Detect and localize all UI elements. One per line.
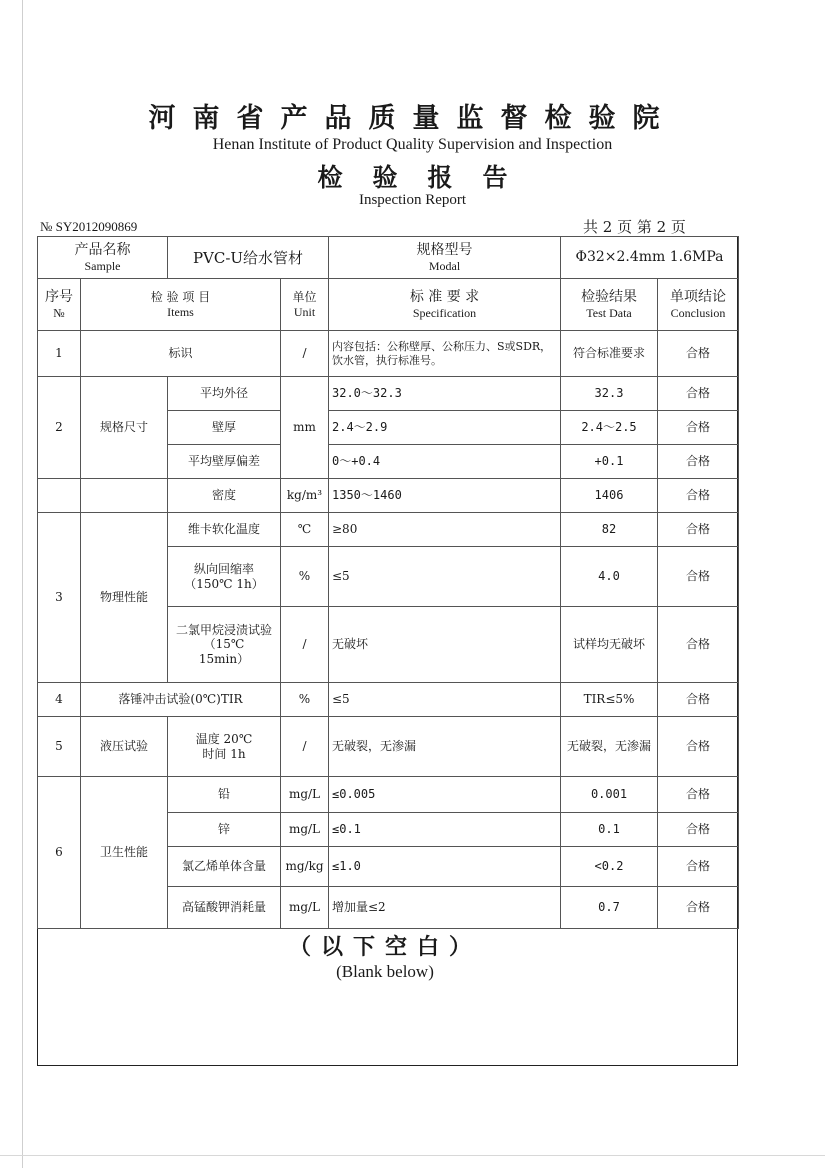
row-item: 维卡软化温度 — [168, 513, 281, 547]
col-items-cn: 检 验 项 目 — [150, 290, 211, 305]
model-label-cn: 规格型号 — [416, 241, 473, 258]
row-item-cell — [168, 547, 281, 607]
col-unit-header — [281, 279, 329, 331]
row-unit: mg/L — [281, 887, 329, 929]
col-unit-en: Unit — [293, 304, 316, 319]
col-spec-cn: 标 准 要 求 — [409, 288, 480, 305]
row-conclusion: 合格 — [658, 331, 739, 377]
row-spec: 增加量≤2 — [329, 887, 561, 929]
model-label-en: Modal — [428, 258, 461, 273]
col-result-cn: 检验结果 — [581, 288, 637, 305]
row-unit: mg/L — [281, 777, 329, 813]
row-group: 物理性能 — [81, 513, 168, 683]
row-group-empty — [81, 479, 168, 513]
row-no: 2 — [38, 377, 81, 479]
row-item: 壁厚 — [168, 411, 281, 445]
row-item-line: （15℃ — [203, 637, 245, 652]
row-conclusion: 合格 — [658, 479, 739, 513]
table-row — [38, 777, 739, 813]
col-items-header — [81, 279, 281, 331]
report-title-cn: 检验报告 — [317, 163, 538, 192]
blank-below-cn: （以下空白） — [288, 934, 481, 960]
col-spec-header — [329, 279, 561, 331]
row-group: 规格尺寸 — [81, 377, 168, 479]
table-row — [38, 479, 739, 513]
row-item-line: 二氯甲烷浸渍试验 — [175, 622, 272, 637]
row-item: 标识 — [81, 331, 281, 377]
inspection-table — [37, 236, 739, 929]
row-unit: ℃ — [281, 513, 329, 547]
row-result: 符合标准要求 — [561, 331, 658, 377]
col-spec-en: Specification — [412, 305, 477, 320]
row-spec: 内容包括：公称壁厚、公称压力、S或SDR，饮水管，执行标准号。 — [329, 331, 561, 377]
row-result: 2.4～2.5 — [561, 411, 658, 445]
row-item: 铅 — [168, 777, 281, 813]
table-row — [38, 717, 739, 777]
row-result: 32.3 — [561, 377, 658, 411]
row-unit: / — [281, 331, 329, 377]
row-spec: 32.0～32.3 — [329, 377, 561, 411]
row-no: 3 — [38, 513, 81, 683]
row-no: 4 — [38, 683, 81, 717]
column-header-row — [38, 279, 739, 331]
page-count: 共 2 页 第 2 页 — [583, 218, 686, 236]
row-result: 82 — [561, 513, 658, 547]
table-row — [38, 377, 739, 411]
row-unit: mm — [281, 377, 329, 479]
page-edge-bottom — [0, 1155, 825, 1156]
col-items-en: Items — [167, 304, 194, 319]
sample-label-en: Sample — [84, 258, 121, 273]
row-spec: ≤5 — [329, 547, 561, 607]
row-no-empty — [38, 479, 81, 513]
table-row — [38, 331, 739, 377]
row-spec: 2.4～2.9 — [329, 411, 561, 445]
row-result: 无破裂，无渗漏 — [561, 717, 658, 777]
row-result: <0.2 — [561, 847, 658, 887]
row-conclusion: 合格 — [658, 683, 739, 717]
sample-value: PVC-U给水管材 — [168, 237, 329, 279]
report-title-en: Inspection Report — [358, 192, 467, 208]
row-conclusion: 合格 — [658, 847, 739, 887]
row-item: 平均外径 — [168, 377, 281, 411]
row-unit: mg/kg — [281, 847, 329, 887]
row-result: 0.001 — [561, 777, 658, 813]
sample-label-cell — [38, 237, 168, 279]
row-no: 1 — [38, 331, 81, 377]
row-unit: / — [281, 607, 329, 683]
row-item-line: 15min） — [198, 651, 250, 666]
report-number: № SY2012090869 — [40, 219, 138, 234]
institute-title-cn: 河南省产品质量监督检验院 — [148, 103, 677, 134]
col-no-en: № — [53, 305, 65, 320]
table-row — [38, 513, 739, 547]
blank-below-en: (Blank below) — [336, 962, 434, 981]
row-conclusion: 合格 — [658, 547, 739, 607]
row-item-line: 时间 1h — [202, 746, 246, 761]
row-no: 5 — [38, 717, 81, 777]
row-conclusion: 合格 — [658, 813, 739, 847]
row-conclusion: 合格 — [658, 513, 739, 547]
row-conclusion: 合格 — [658, 411, 739, 445]
row-item: 氯乙烯单体含量 — [168, 847, 281, 887]
col-conclusion-cn: 单项结论 — [670, 288, 726, 305]
row-item: 锌 — [168, 813, 281, 847]
institute-title-en: Henan Institute of Product Quality Supervision and Inspection — [212, 136, 613, 153]
row-unit: % — [281, 547, 329, 607]
row-item-line: （150℃ 1h） — [184, 576, 264, 591]
col-result-header — [561, 279, 658, 331]
row-spec: ≤1.0 — [329, 847, 561, 887]
row-unit: mg/L — [281, 813, 329, 847]
row-result: +0.1 — [561, 445, 658, 479]
col-no-cn: 序号 — [45, 288, 73, 305]
row-item-cell — [168, 607, 281, 683]
row-item: 平均壁厚偏差 — [168, 445, 281, 479]
model-value: Φ32×2.4mm 1.6MPa — [561, 237, 739, 279]
row-spec: ≤0.1 — [329, 813, 561, 847]
row-conclusion: 合格 — [658, 377, 739, 411]
row-conclusion: 合格 — [658, 887, 739, 929]
row-result: 0.1 — [561, 813, 658, 847]
table-row — [38, 683, 739, 717]
col-unit-cn: 单位 — [292, 290, 317, 305]
row-result: TIR≤5% — [561, 683, 658, 717]
row-unit: kg/m³ — [281, 479, 329, 513]
row-conclusion: 合格 — [658, 777, 739, 813]
row-spec: 0～+0.4 — [329, 445, 561, 479]
row-item: 高锰酸钾消耗量 — [168, 887, 281, 929]
row-spec: 无破坏 — [329, 607, 561, 683]
row-item: 落锤冲击试验(0℃)TIR — [81, 683, 281, 717]
row-item-line: 纵向回缩率 — [193, 562, 254, 577]
model-label-cell — [329, 237, 561, 279]
row-result: 0.7 — [561, 887, 658, 929]
row-result: 1406 — [561, 479, 658, 513]
row-conclusion: 合格 — [658, 717, 739, 777]
row-conclusion: 合格 — [658, 607, 739, 683]
row-group: 卫生性能 — [81, 777, 168, 929]
col-conclusion-en: Conclusion — [670, 305, 726, 320]
row-spec: 1350～1460 — [329, 479, 561, 513]
row-no: 6 — [38, 777, 81, 929]
row-spec: ≤0.005 — [329, 777, 561, 813]
row-item: 密度 — [168, 479, 281, 513]
row-result: 4.0 — [561, 547, 658, 607]
col-result-en: Test Data — [586, 305, 632, 320]
row-item-cell — [168, 717, 281, 777]
sample-label-cn: 产品名称 — [74, 241, 131, 258]
row-unit: / — [281, 717, 329, 777]
row-unit: % — [281, 683, 329, 717]
sample-row — [38, 237, 739, 279]
row-conclusion: 合格 — [658, 445, 739, 479]
row-spec: 无破裂，无渗漏 — [329, 717, 561, 777]
row-spec: ≤5 — [329, 683, 561, 717]
row-item-line: 温度 20℃ — [195, 732, 253, 747]
col-no-header — [38, 279, 81, 331]
row-group: 液压试验 — [81, 717, 168, 777]
col-conclusion-header — [658, 279, 739, 331]
row-spec: ≥80 — [329, 513, 561, 547]
row-result: 试样均无破坏 — [561, 607, 658, 683]
